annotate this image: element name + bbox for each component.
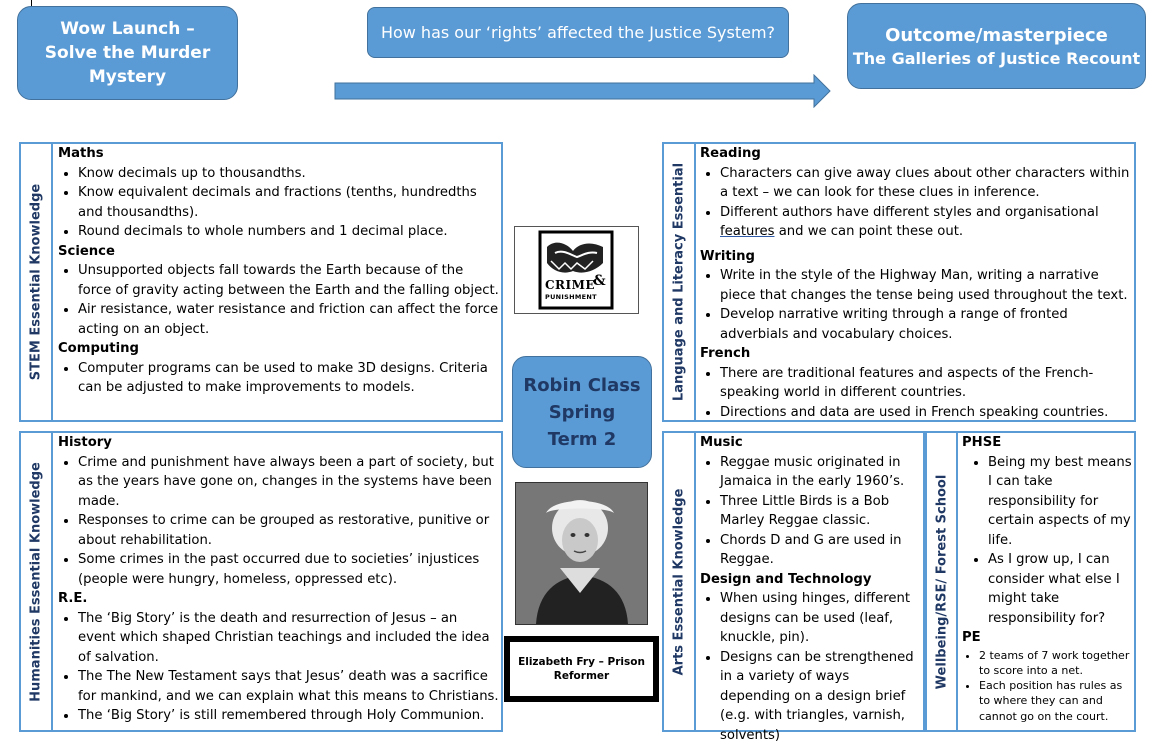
- literacy-content: [700, 144, 1132, 420]
- list-item: • Crime and punishment have always been a part of society, but as the years have gone on, changes in the systems have been made.: [78, 453, 499, 512]
- list-item: • The The New Testament says that Jesus’ death was a sacrifice for mankind, and we can explain what this means to Christians.: [78, 667, 499, 706]
- history-heading: History: [58, 433, 499, 453]
- reading-heading: Reading: [700, 144, 1132, 164]
- list-item: • Chords D and G are used in Reggae.: [720, 531, 921, 570]
- outcome-box: [847, 3, 1146, 89]
- list-item: • Air resistance, water resistance and friction can affect the force acting on an object.: [78, 300, 499, 339]
- list-item: • As I grow up, I can consider what else I might take responsibility for?: [988, 550, 1132, 628]
- list-item: • Write in the style of the Highway Man, writing a narrative piece that changes the tense being used throughout the text.: [720, 266, 1132, 305]
- french-list: [700, 364, 1132, 423]
- list-item: • Directions and data are used in French speaking countries.: [720, 403, 1132, 423]
- list-item: • Develop narrative writing through a range of fronted adverbials and vocabulary choices.: [720, 305, 1132, 344]
- computing-heading: Computing: [58, 339, 499, 359]
- history-list: [58, 453, 499, 590]
- arts-panel: [662, 431, 925, 732]
- crime-punishment-logo: [514, 226, 639, 314]
- arts-label-strip: [664, 433, 696, 730]
- reading-text-b: and we can point these out.: [779, 224, 963, 239]
- stem-content: [58, 144, 499, 420]
- class-name: Robin Class: [523, 372, 640, 399]
- list-item: • Responses to crime can be grouped as restorative, punitive or about rehabilitation.: [78, 511, 499, 550]
- science-list: [58, 261, 499, 339]
- maths-heading: Maths: [58, 144, 499, 164]
- arts-label: Arts Essential Knowledge: [672, 488, 687, 675]
- wellbeing-content: [962, 433, 1132, 730]
- literacy-label: Language and Literacy Essential: [672, 163, 687, 401]
- stem-label-strip: [21, 144, 53, 420]
- list-item: • The ‘Big Story’ is still remembered through Holy Communion.: [78, 706, 499, 726]
- list-item: • 2 teams of 7 work together to score into a net.: [979, 648, 1132, 679]
- wellbeing-label-strip: [927, 433, 958, 730]
- list-item: • Each position has rules as to where they can and cannot go on the court.: [979, 678, 1132, 724]
- wow-launch-box: [17, 6, 238, 100]
- writing-heading: Writing: [700, 247, 1132, 267]
- list-item: • Being my best means I can take responsibility for certain aspects of my life.: [988, 453, 1132, 551]
- humanities-panel: [19, 431, 503, 732]
- phse-heading: PHSE: [962, 433, 1132, 453]
- humanities-label-strip: [21, 433, 53, 730]
- logo-punishment-text: PUNISHMENT: [545, 293, 597, 301]
- reading-text-a: Different authors have different styles and organisational: [720, 205, 1099, 220]
- pe-heading: PE: [962, 628, 1132, 648]
- pe-list: [962, 648, 1132, 724]
- wellbeing-panel: [925, 431, 1136, 732]
- logo-amp-text: &: [593, 273, 606, 289]
- list-item: • The ‘Big Story’ is the death and resurrection of Jesus – an event which shaped Christian teachings and included the idea of salvation.: [78, 609, 499, 668]
- stem-label: STEM Essential Knowledge: [29, 184, 44, 380]
- outcome-subtitle: The Galleries of Justice Recount: [853, 48, 1140, 70]
- logo-crime-text: CRIME: [545, 278, 595, 292]
- wow-launch-text: Wow Launch – Solve the Murder Mystery: [40, 17, 215, 89]
- robin-class-box: [512, 356, 652, 468]
- list-item: • When using hinges, different designs can be used (leaf, knuckle, pin).: [720, 589, 921, 648]
- wellbeing-label: Wellbeing/RSE/ Forest School: [934, 474, 949, 689]
- list-item: [720, 203, 1132, 242]
- music-list: [700, 453, 921, 570]
- list-item: • Designs can be strengthened in a variety of ways depending on a design brief (e.g. with triangles, varnish, solvents): [720, 648, 921, 745]
- maths-list: [58, 164, 499, 242]
- outcome-title: Outcome/masterpiece: [885, 23, 1108, 48]
- music-heading: Music: [700, 433, 921, 453]
- list-item: • Round decimals to whole numbers and 1 decimal place.: [78, 222, 499, 242]
- list-item: • Computer programs can be used to make 3D designs. Criteria can be adjusted to make improvements to models.: [78, 359, 499, 398]
- elizabeth-fry-portrait: [515, 482, 648, 625]
- list-item: • Some crimes in the past occurred due to societies’ injustices (people were hungry, homeless, oppressed etc).: [78, 550, 499, 589]
- arts-content: [700, 433, 921, 730]
- dt-list: [700, 589, 921, 745]
- reading-list: [700, 164, 1132, 242]
- portrait-figure-icon: [516, 483, 647, 624]
- question-text: How has our ‘rights’ affected the Justice System?: [381, 23, 775, 43]
- humanities-label: Humanities Essential Knowledge: [29, 462, 44, 702]
- progress-arrow: [334, 74, 832, 108]
- class-term: Term 2: [548, 426, 617, 453]
- phse-list: [962, 453, 1132, 629]
- reading-underlined-word: features: [720, 224, 774, 239]
- computing-list: [58, 359, 499, 398]
- literacy-label-strip: [664, 144, 696, 420]
- humanities-content: [58, 433, 499, 730]
- question-box: [367, 7, 789, 58]
- list-item: • Know equivalent decimals and fractions (tenths, hundredths and thousandths).: [78, 183, 499, 222]
- writing-list: [700, 266, 1132, 344]
- stem-panel: [19, 142, 503, 422]
- dt-heading: Design and Technology: [700, 570, 921, 590]
- science-heading: Science: [58, 242, 499, 262]
- literacy-panel: [662, 142, 1136, 422]
- portrait-caption: Elizabeth Fry – Prison Reformer: [510, 655, 653, 683]
- list-item: • Three Little Birds is a Bob Marley Reggae classic.: [720, 492, 921, 531]
- list-item: • There are traditional features and aspects of the French-speaking world in different countries.: [720, 364, 1132, 403]
- re-heading: R.E.: [58, 589, 499, 609]
- list-item: • Know decimals up to thousandths.: [78, 164, 499, 184]
- class-season: Spring: [549, 399, 616, 426]
- portrait-caption-box: [504, 636, 659, 702]
- list-item: • Unsupported objects fall towards the Earth because of the force of gravity acting between the Earth and the falling object.: [78, 261, 499, 300]
- list-item: • Characters can give away clues about other characters within a text – we can look for these clues in inference.: [720, 164, 1132, 203]
- french-heading: French: [700, 344, 1132, 364]
- list-item: • Reggae music originated in Jamaica in the early 1960’s.: [720, 453, 921, 492]
- re-list: [58, 609, 499, 726]
